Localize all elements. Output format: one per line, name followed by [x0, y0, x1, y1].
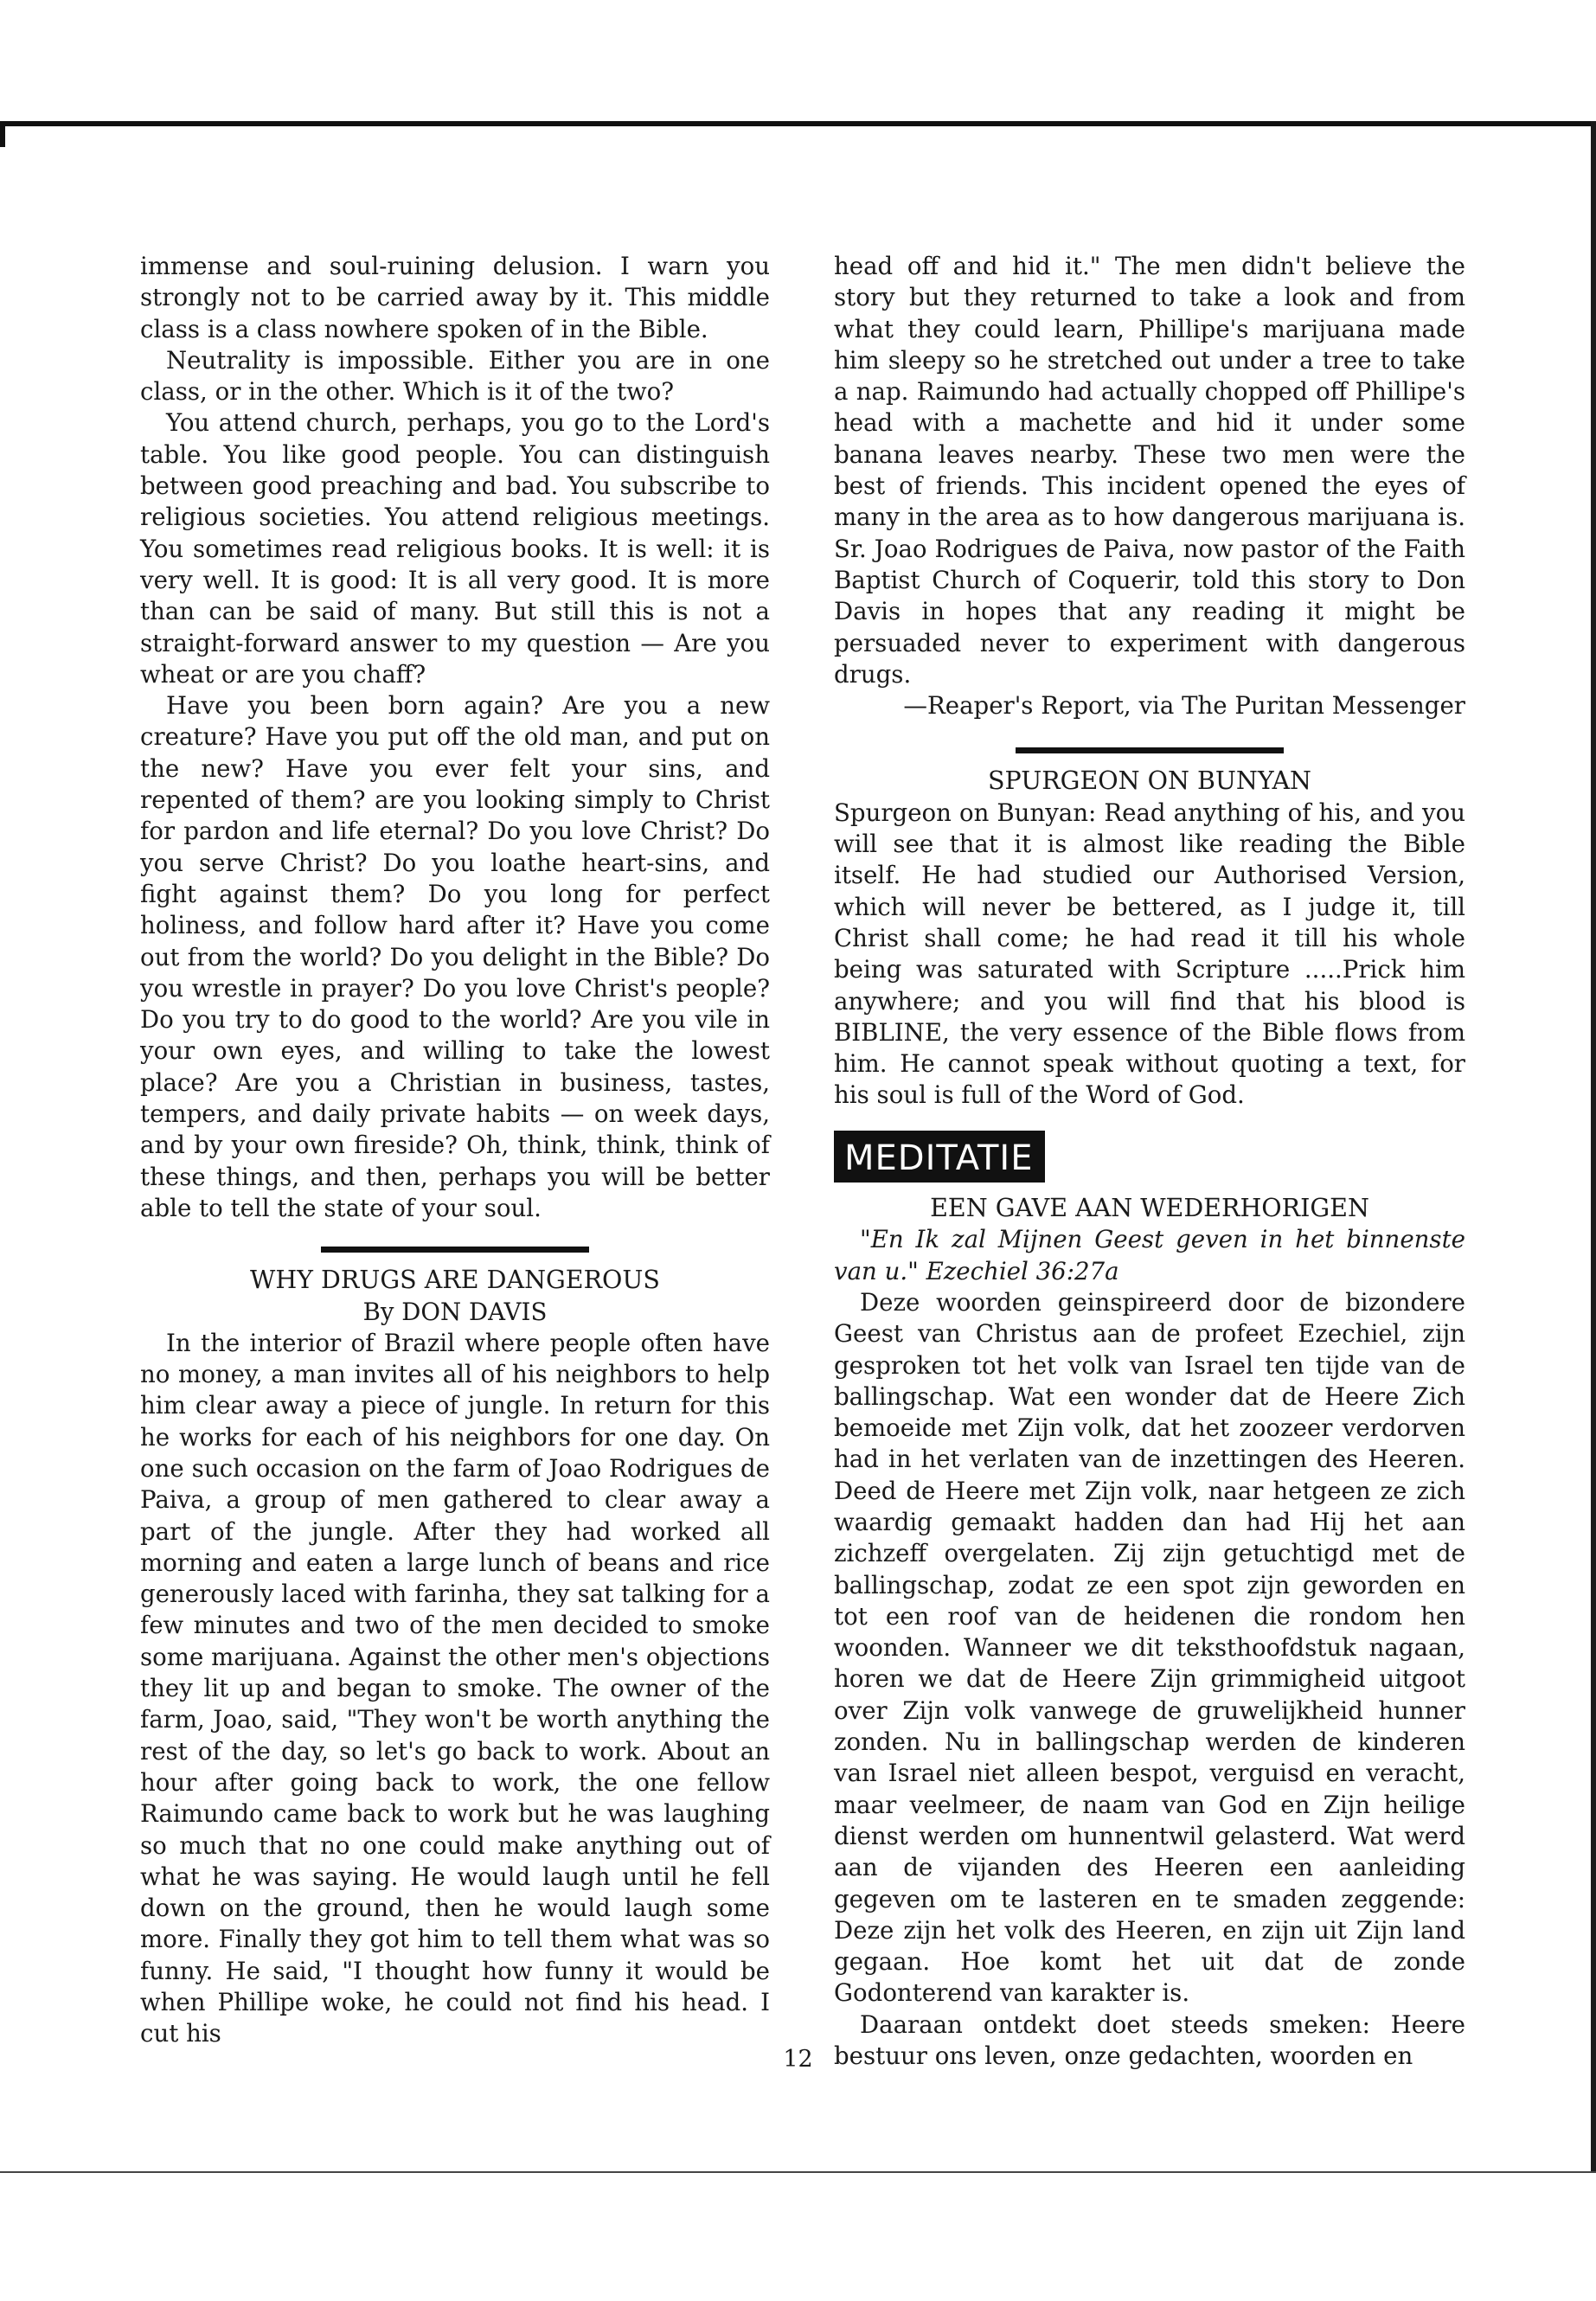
spurgeon-heading: SPURGEON ON BUNYAN	[988, 766, 1311, 796]
drugs-heading: WHY DRUGS ARE DANGEROUS	[250, 1266, 660, 1295]
meditatie-paragraph-1: Deze woorden geinspireerd door de bizondere Geest van Christus aan de profeet Ezechiel, zijn gesproken tot het volk van Israel ten tijde van de ballingschap. Wat een wonder dat de Heere Zich bemoeide met Zijn volk, dat het zoozeer verdorven had in het verlaten van de inzettingen des Heeren. Deed de Heere met Zijn volk, naar hetgeen ze zich waardig gemaakt hadden dan had Hij het aan zichzeff overgelaten. Zij zijn getuchtigd met de ballingschap, zodat ze een spot zijn geworden en tot een roof van de heidenen die rondom hen woonden. Wanneer we dit teksthoofdstuk nagaan, horen we dat de Heere Zijn grimmigheid uitgoot over Zijn volk vanwege de gruwelijkheid hunner zonden. Nu in ballingschap werden de kinderen van Israel niet alleen bespot, verguisd en veracht, maar veelmeer, de naam van God en Zijn heilige dienst werden om hunnentwil gelasterd. Wat werd aan de vijanden des Heeren een aanleiding gegeven om te lasteren en te smaden zeggende: Deze zijn het volk des Heeren, en zijn uit Zijn land gegaan. Hoe komt het uit dat de zonde Godonterend van karakter is.	[834, 1287, 1465, 2008]
section-divider	[1016, 747, 1284, 753]
left-column	[140, 251, 770, 2050]
sermon-paragraph-3: You attend church, perhaps, you go to the Lord's table. You like good people. You can distinguish between good preaching and bad. You subscribe to religious societies. You attend religious meetings. You sometimes read religious books. It is well: it is very well. It is good: It is all very good. It is more than can be said of many. But still this is not a straight-forward answer to my question — Are you wheat or are you chaff?	[140, 408, 770, 689]
meditatie-heading: EEN GAVE AAN WEDERHORIGEN	[930, 1194, 1369, 1223]
bottom-rule	[0, 2171, 1596, 2173]
sermon-paragraph-4: Have you been born again? Are you a new creature? Have you put off the old man, and put on the new? Have you ever felt your sins, and repented of them? are you looking simply to Christ for pardon and life eternal? Do you love Christ? Do you serve Christ? Do you loathe heart-sins, and fight against them? Do you long for perfect holiness, and follow hard after it? Have you come out from the world? Do you delight in the Bible? Do you wrestle in prayer? Do you love Christ's people? Do you try to do good to the world? Are you vile in your own eyes, and willing to take the lowest place? Are you a Christian in business, tastes, tempers, and daily private habits — on week days, and by your own fireside? Oh, think, think, think of these things, and then, perhaps you will be better able to tell the state of your soul.	[140, 691, 770, 1222]
page-number: 12	[783, 2046, 813, 2073]
right-edge	[1591, 121, 1596, 2171]
drugs-body: In the interior of Brazil where people often have no money, a man invites all of his neighbors to help him clear away a piece of jungle. In return for this he works for each of his neighbors for one day. On one such occasion on the farm of Joao Rodrigues de Paiva, a group of men gathered to clear away a part of the jungle. After they had worked all morning and eaten a large lunch of beans and rice generously laced with farinha, they sat talking for a few minutes and two of the men decided to smoke some marijuana. Against the other men's objections they lit up and began to smoke. The owner of the farm, Joao, said, "They won't be worth anything the rest of the day, so let's go back to work. About an hour after going back to work, the one fellow Raimundo came back to work but he was laughing so much that no one could make anything out of what he was saying. He would laugh until he fell down on the ground, then he would laugh some more. Finally they got him to tell them what was so funny. He said, "I thought how funny it would be when Phillipe woke, he could not find his head. I cut his	[140, 1328, 770, 2048]
spurgeon-body: Spurgeon on Bunyan: Read anything of his, and you will see that it is almost like reading the Bible itself. He had studied our Authorised Version, which will never be bettered, as I judge it, till Christ shall come; he had read it till his whole being was saturated with Scripture .....Prick him anywhere; and you will find that his blood is BIBLINE, the very essence of the Bible flows from him. He cannot speak without quoting a text, for his soul is full of the Word of God.	[834, 798, 1465, 1110]
drugs-attribution: —Reaper's Report, via The Puritan Messenger	[903, 691, 1465, 721]
drugs-byline: By DON DAVIS	[362, 1297, 548, 1326]
drugs-continuation: head off and hid it." The men didn't believe the story but they returned to take a look and from what they could learn, Phillipe's marijuana made him sleepy so he stretched out under a tree to take a nap. Raimundo had actually chopped off Phillipe's head with a machette and hid it under some banana leaves nearby. These two men were the best of friends. This incident opened the eyes of many in the area as to how dangerous marijuana is. Sr. Joao Rodrigues de Paiva, now pastor of the Faith Baptist Church of Coquerir, told this story to Don Davis in hopes that any reading it might be persuaded never to experiment with dangerous drugs.	[834, 252, 1465, 689]
top-left-tick	[0, 121, 5, 147]
right-column	[834, 251, 1465, 2072]
meditatie-badge: MEDITATIE	[834, 1131, 1045, 1183]
sermon-paragraph-2: Neutrality is impossible. Either you are in one class, or in the other. Which is it of the two?	[140, 345, 770, 407]
top-rule	[0, 121, 1596, 126]
sermon-paragraph-1: immense and soul-ruining delusion. I warn you strongly not to be carried away by it. This middle class is a class nowhere spoken of in the Bible.	[140, 252, 770, 343]
section-divider	[321, 1247, 589, 1253]
meditatie-paragraph-2: Daaraan ontdekt doet steeds smeken: Heere bestuur ons leven, onze gedachten, woorden en	[834, 2009, 1465, 2071]
meditatie-quote: "En Ik zal Mijnen Geest geven in het binnenste van u." Ezechiel 36:27a	[834, 1225, 1465, 1285]
